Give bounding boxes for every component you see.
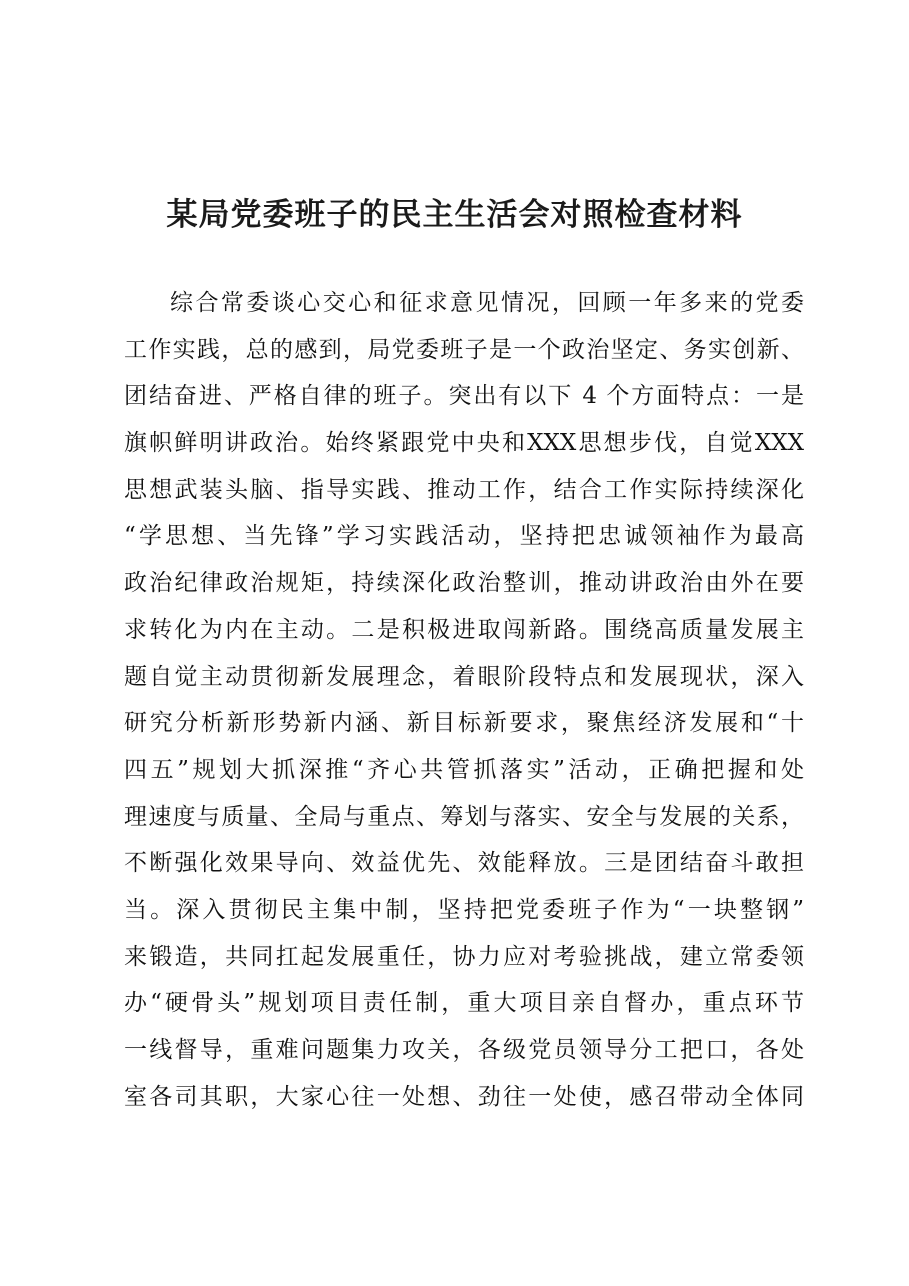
body-line: 题自觉主动贯彻新发展理念，着眼阶段特点和发展现状，深入 bbox=[124, 663, 804, 690]
document-title: 某局党委班子的民主生活会对照检查材料 bbox=[166, 197, 743, 233]
body-line: 团结奋进、严格自律的班子。突出有以下 4 个方面特点：一是 bbox=[124, 383, 804, 410]
body-line: 理速度与质量、全局与重点、筹划与落实、安全与发展的关系， bbox=[124, 803, 804, 830]
body-line: 办“硬骨头”规划项目责任制，重大项目亲自督办，重点环节 bbox=[124, 990, 804, 1017]
document-body bbox=[124, 280, 804, 1120]
body-line: “学思想、当先锋”学习实践活动，坚持把忠诚领袖作为最高 bbox=[124, 523, 804, 550]
body-line: 思想武装头脑、指导实践、推动工作，结合工作实际持续深化 bbox=[124, 476, 804, 503]
body-line: 来锻造，共同扛起发展重任，协力应对考验挑战，建立常委领 bbox=[124, 943, 804, 970]
body-line: 研究分析新形势新内涵、新目标新要求，聚焦经济发展和“十 bbox=[124, 710, 804, 737]
body-line: 四五”规划大抓深推“齐心共管抓落实”活动，正确把握和处 bbox=[124, 756, 804, 783]
body-line: 不断强化效果导向、效益优先、效能释放。三是团结奋斗敢担 bbox=[124, 850, 804, 877]
body-line: 一线督导，重难问题集力攻关，各级党员领导分工把口，各处 bbox=[124, 1037, 804, 1063]
body-line: 工作实践，总的感到，局党委班子是一个政治坚定、务实创新、 bbox=[124, 336, 804, 363]
body-line: 综合常委谈心交心和征求意见情况，回顾一年多来的党委 bbox=[170, 290, 804, 316]
body-line: 旗帜鲜明讲政治。始终紧跟党中央和XXX思想步伐，自觉XXX bbox=[124, 430, 804, 457]
body-line: 政治纪律政治规矩，持续深化政治整训，推动讲政治由外在要 bbox=[124, 570, 804, 597]
body-line: 当。深入贯彻民主集中制，坚持把党委班子作为“一块整钢” bbox=[124, 896, 804, 923]
body-line: 求转化为内在主动。二是积极进取闯新路。围绕高质量发展主 bbox=[124, 616, 804, 643]
body-line: 室各司其职，大家心往一处想、劲往一处使，感召带动全体同 bbox=[124, 1083, 804, 1110]
